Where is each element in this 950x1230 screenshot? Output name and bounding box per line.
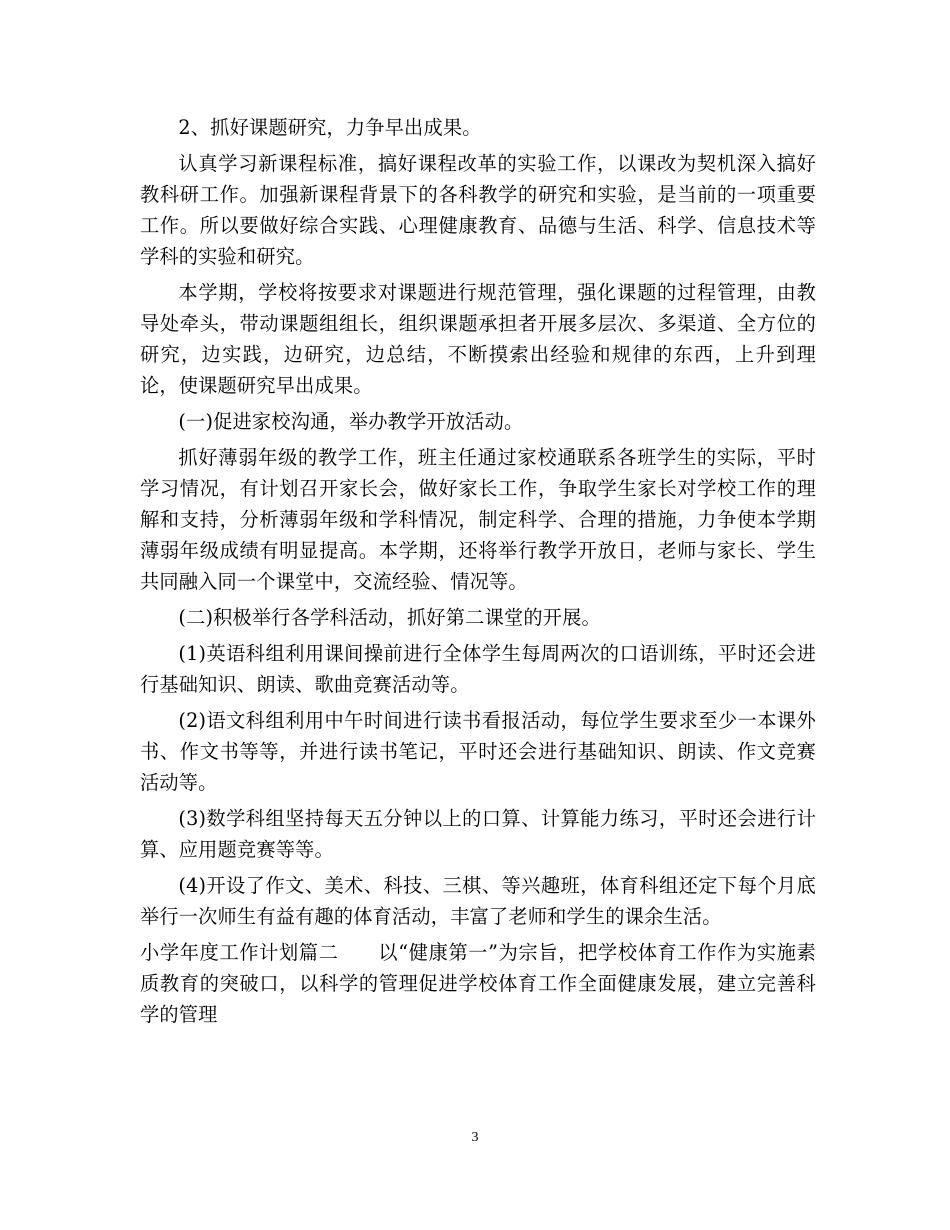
paragraph-plan-part-two: 小学年度工作计划篇二 以“健康第一”为宗旨，把学校体育工作作为实施素质教育的突破口，以科学的管理促进学校体育工作全面健康发展，建立完善科学的管理 xyxy=(140,941,816,1026)
page-number: 3 xyxy=(471,1130,479,1145)
paragraph-topic-management: 本学期，学校将按要求对课题进行规范管理，强化课题的过程管理，由教导处牵头，带动课题组组长，组织课题承担者开展多层次、多渠道、全方位的研究，边实践，边研究，边总结，不断摸索出经验和规律的东西，上升到理论，使课题研究早出成果。 xyxy=(140,281,816,397)
section-heading-home-school: (一)促进家校沟通，举办教学开放活动。 xyxy=(178,410,524,433)
list-item-interest-classes: (4)开设了作文、美术、科技、三棋、等兴趣班，体育科组还定下每个月底举行一次师生有益有趣的体育活动，丰富了老师和学生的课余生活。 xyxy=(140,874,816,928)
list-item-chinese: (2)语文科组利用中午时间进行读书看报活动，每位学生要求至少一本课外书、作文书等等，并进行读书笔记，平时还会进行基础知识、朗读、作文竞赛活动等。 xyxy=(140,709,816,794)
paragraph-curriculum-reform: 认真学习新课程标准，搞好课程改革的实验工作，以课改为契机深入搞好教科研工作。加强新课程背景下的各科教学的研究和实验，是当前的一项重要工作。所以要做好综合实践、心理健康教育、品德与生活、科学、信息技术等学科的实验和研究。 xyxy=(140,152,816,268)
paragraph-weak-grades: 抓好薄弱年级的教学工作，班主任通过家校通联系各班学生的实际，平时学习情况，有计划召开家长会，做好家长工作，争取学生家长对学校工作的理解和支持，分析薄弱年级和学科情况，制定科学、合理的措施，力争使本学期薄弱年级成绩有明显提高。本学期，还将举行教学开放日，老师与家长、学生共同融入同一个课堂中，交流经验、情况等。 xyxy=(140,446,816,593)
list-item-english: (1)英语科组利用课间操前进行全体学生每周两次的口语训练，平时还会进行基础知识、朗读、歌曲竞赛活动等。 xyxy=(140,642,816,696)
section-heading-topic-research: 2、抓好课题研究，力争早出成果。 xyxy=(178,116,482,139)
document-body xyxy=(140,112,816,1035)
list-item-math: (3)数学科组坚持每天五分钟以上的口算、计算能力练习，平时还会进行计算、应用题竞赛等等。 xyxy=(140,807,816,861)
section-heading-subject-activities: (二)积极举行各学科活动，抓好第二课堂的开展。 xyxy=(178,606,601,629)
